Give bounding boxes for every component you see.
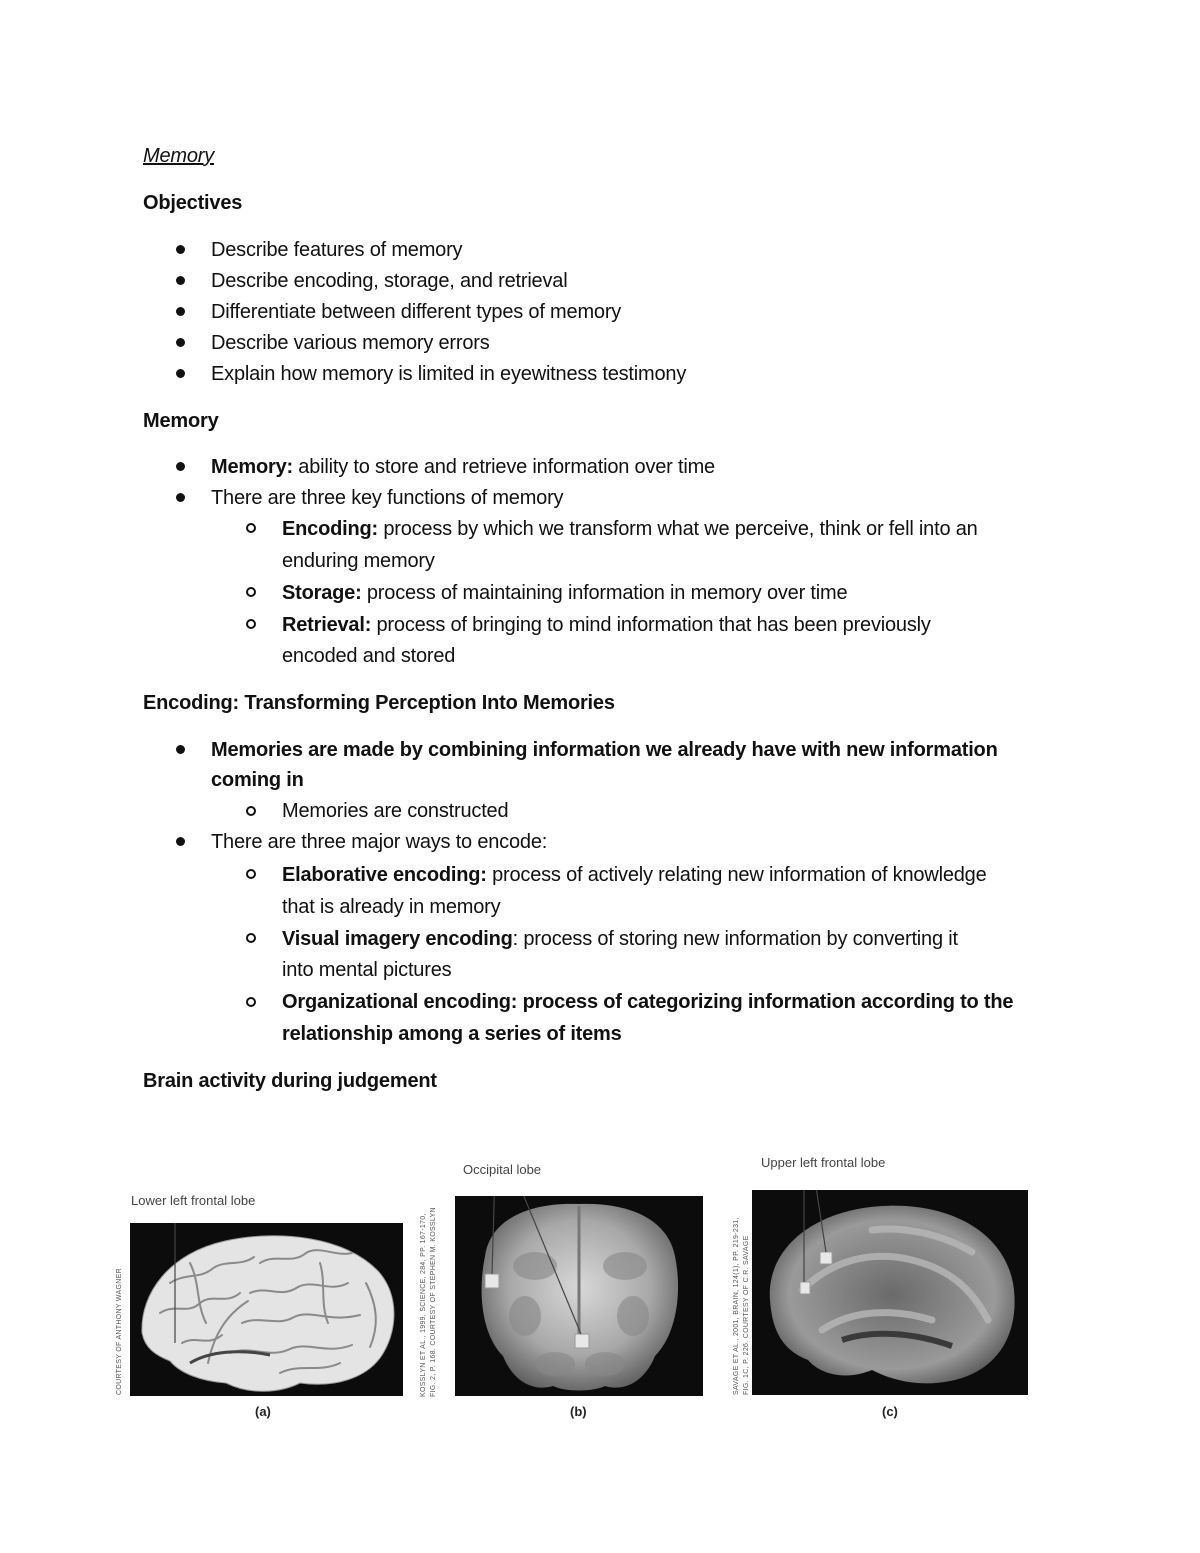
figure-c-credit-2: FIG. 1C, P. 226. COURTESY OF C.R. SAVAGE bbox=[743, 1235, 750, 1395]
encoding-definition-cont: enduring memory bbox=[282, 550, 435, 572]
functions-intro: There are three key functions of memory bbox=[211, 487, 564, 509]
figure-c-label: Upper left frontal lobe bbox=[761, 1155, 886, 1170]
bullet-icon bbox=[176, 837, 185, 846]
constructed-point: Memories are constructed bbox=[282, 800, 509, 822]
elaborative-definition bbox=[282, 863, 987, 887]
memory-definition bbox=[211, 455, 715, 479]
encoding-main-point-cont: coming in bbox=[211, 769, 304, 791]
sub-bullet-icon bbox=[246, 619, 256, 629]
document-title: Memory bbox=[143, 145, 215, 167]
figure-b-brain-image bbox=[455, 1196, 703, 1396]
figure-a-brain-image bbox=[130, 1223, 403, 1396]
figure-b-label: Occipital lobe bbox=[463, 1162, 542, 1177]
objective-item: Explain how memory is limited in eyewitness testimony bbox=[211, 363, 687, 385]
term: Retrieval: bbox=[282, 614, 372, 636]
objectives-heading: Objectives bbox=[143, 192, 243, 214]
sub-bullet-icon bbox=[246, 933, 256, 943]
objective-item: Describe encoding, storage, and retrieval bbox=[211, 270, 568, 292]
figure-c-credit-1: SAVAGE ET AL., 2001, BRAIN, 124(1), PP. 219-231, bbox=[733, 1217, 740, 1395]
figure-a-credit: COURTESY OF ANTHONY WAGNER bbox=[116, 1268, 123, 1395]
elaborative-definition-cont: that is already in memory bbox=[282, 896, 501, 918]
figure-b-caption: (b) bbox=[570, 1404, 587, 1419]
definition-text: ability to store and retrieve information over time bbox=[292, 456, 715, 478]
objective-item: Differentiate between different types of memory bbox=[211, 301, 622, 323]
term: Encoding: bbox=[282, 518, 378, 540]
sub-bullet-icon bbox=[246, 806, 256, 816]
organizational-definition-cont: relationship among a series of items bbox=[282, 1023, 622, 1045]
organizational-definition: Organizational encoding: process of categorizing information according to the bbox=[282, 991, 1014, 1013]
objective-item: Describe various memory errors bbox=[211, 332, 490, 354]
figure-c-caption: (c) bbox=[882, 1404, 898, 1419]
bullet-icon bbox=[176, 245, 185, 254]
retrieval-definition-cont: encoded and stored bbox=[282, 645, 456, 667]
figure-a-caption: (a) bbox=[255, 1404, 271, 1419]
objective-item: Describe features of memory bbox=[211, 239, 463, 261]
figure-c-brain-image bbox=[752, 1190, 1028, 1395]
definition-text: process of actively relating new information of knowledge bbox=[486, 864, 987, 886]
bullet-icon bbox=[176, 462, 185, 471]
bullet-icon bbox=[176, 493, 185, 502]
storage-definition bbox=[282, 581, 847, 605]
definition-text: process of maintaining information in memory over time bbox=[361, 582, 848, 604]
encoding-main-point: Memories are made by combining information we already have with new information bbox=[211, 739, 998, 761]
encoding-heading: Encoding: Transforming Perception Into Memories bbox=[143, 692, 615, 714]
visual-definition-cont: into mental pictures bbox=[282, 959, 452, 981]
term: Elaborative encoding: bbox=[282, 864, 487, 886]
bullet-icon bbox=[176, 307, 185, 316]
figure-b-credit-1: KOSSLYN ET AL., 1999, SCIENCE, 284, PP. 167-170, bbox=[420, 1213, 427, 1397]
visual-definition bbox=[282, 927, 958, 951]
bullet-icon bbox=[176, 276, 185, 285]
brain-heading: Brain activity during judgement bbox=[143, 1070, 437, 1092]
memory-heading: Memory bbox=[143, 410, 219, 432]
sub-bullet-icon bbox=[246, 997, 256, 1007]
figure-b-credit-2: FIG. 2, P. 168. COURTESY OF STEPHEN M. KOSSLYN bbox=[430, 1207, 437, 1397]
bullet-icon bbox=[176, 338, 185, 347]
sub-bullet-icon bbox=[246, 869, 256, 879]
bullet-icon bbox=[176, 369, 185, 378]
bullet-icon bbox=[176, 745, 185, 754]
term: Visual imagery encoding bbox=[282, 928, 513, 950]
figure-a-label: Lower left frontal lobe bbox=[131, 1193, 256, 1208]
term: Memory: bbox=[211, 456, 293, 478]
definition-text: process by which we transform what we perceive, think or fell into an bbox=[377, 518, 978, 540]
ways-intro: There are three major ways to encode: bbox=[211, 831, 548, 853]
definition-text: : process of storing new information by converting it bbox=[512, 928, 958, 950]
retrieval-definition bbox=[282, 613, 931, 637]
sub-bullet-icon bbox=[246, 587, 256, 597]
encoding-definition bbox=[282, 517, 978, 541]
sub-bullet-icon bbox=[246, 523, 256, 533]
definition-text: process of bringing to mind information that has been previously bbox=[371, 614, 931, 636]
term: Storage: bbox=[282, 582, 362, 604]
